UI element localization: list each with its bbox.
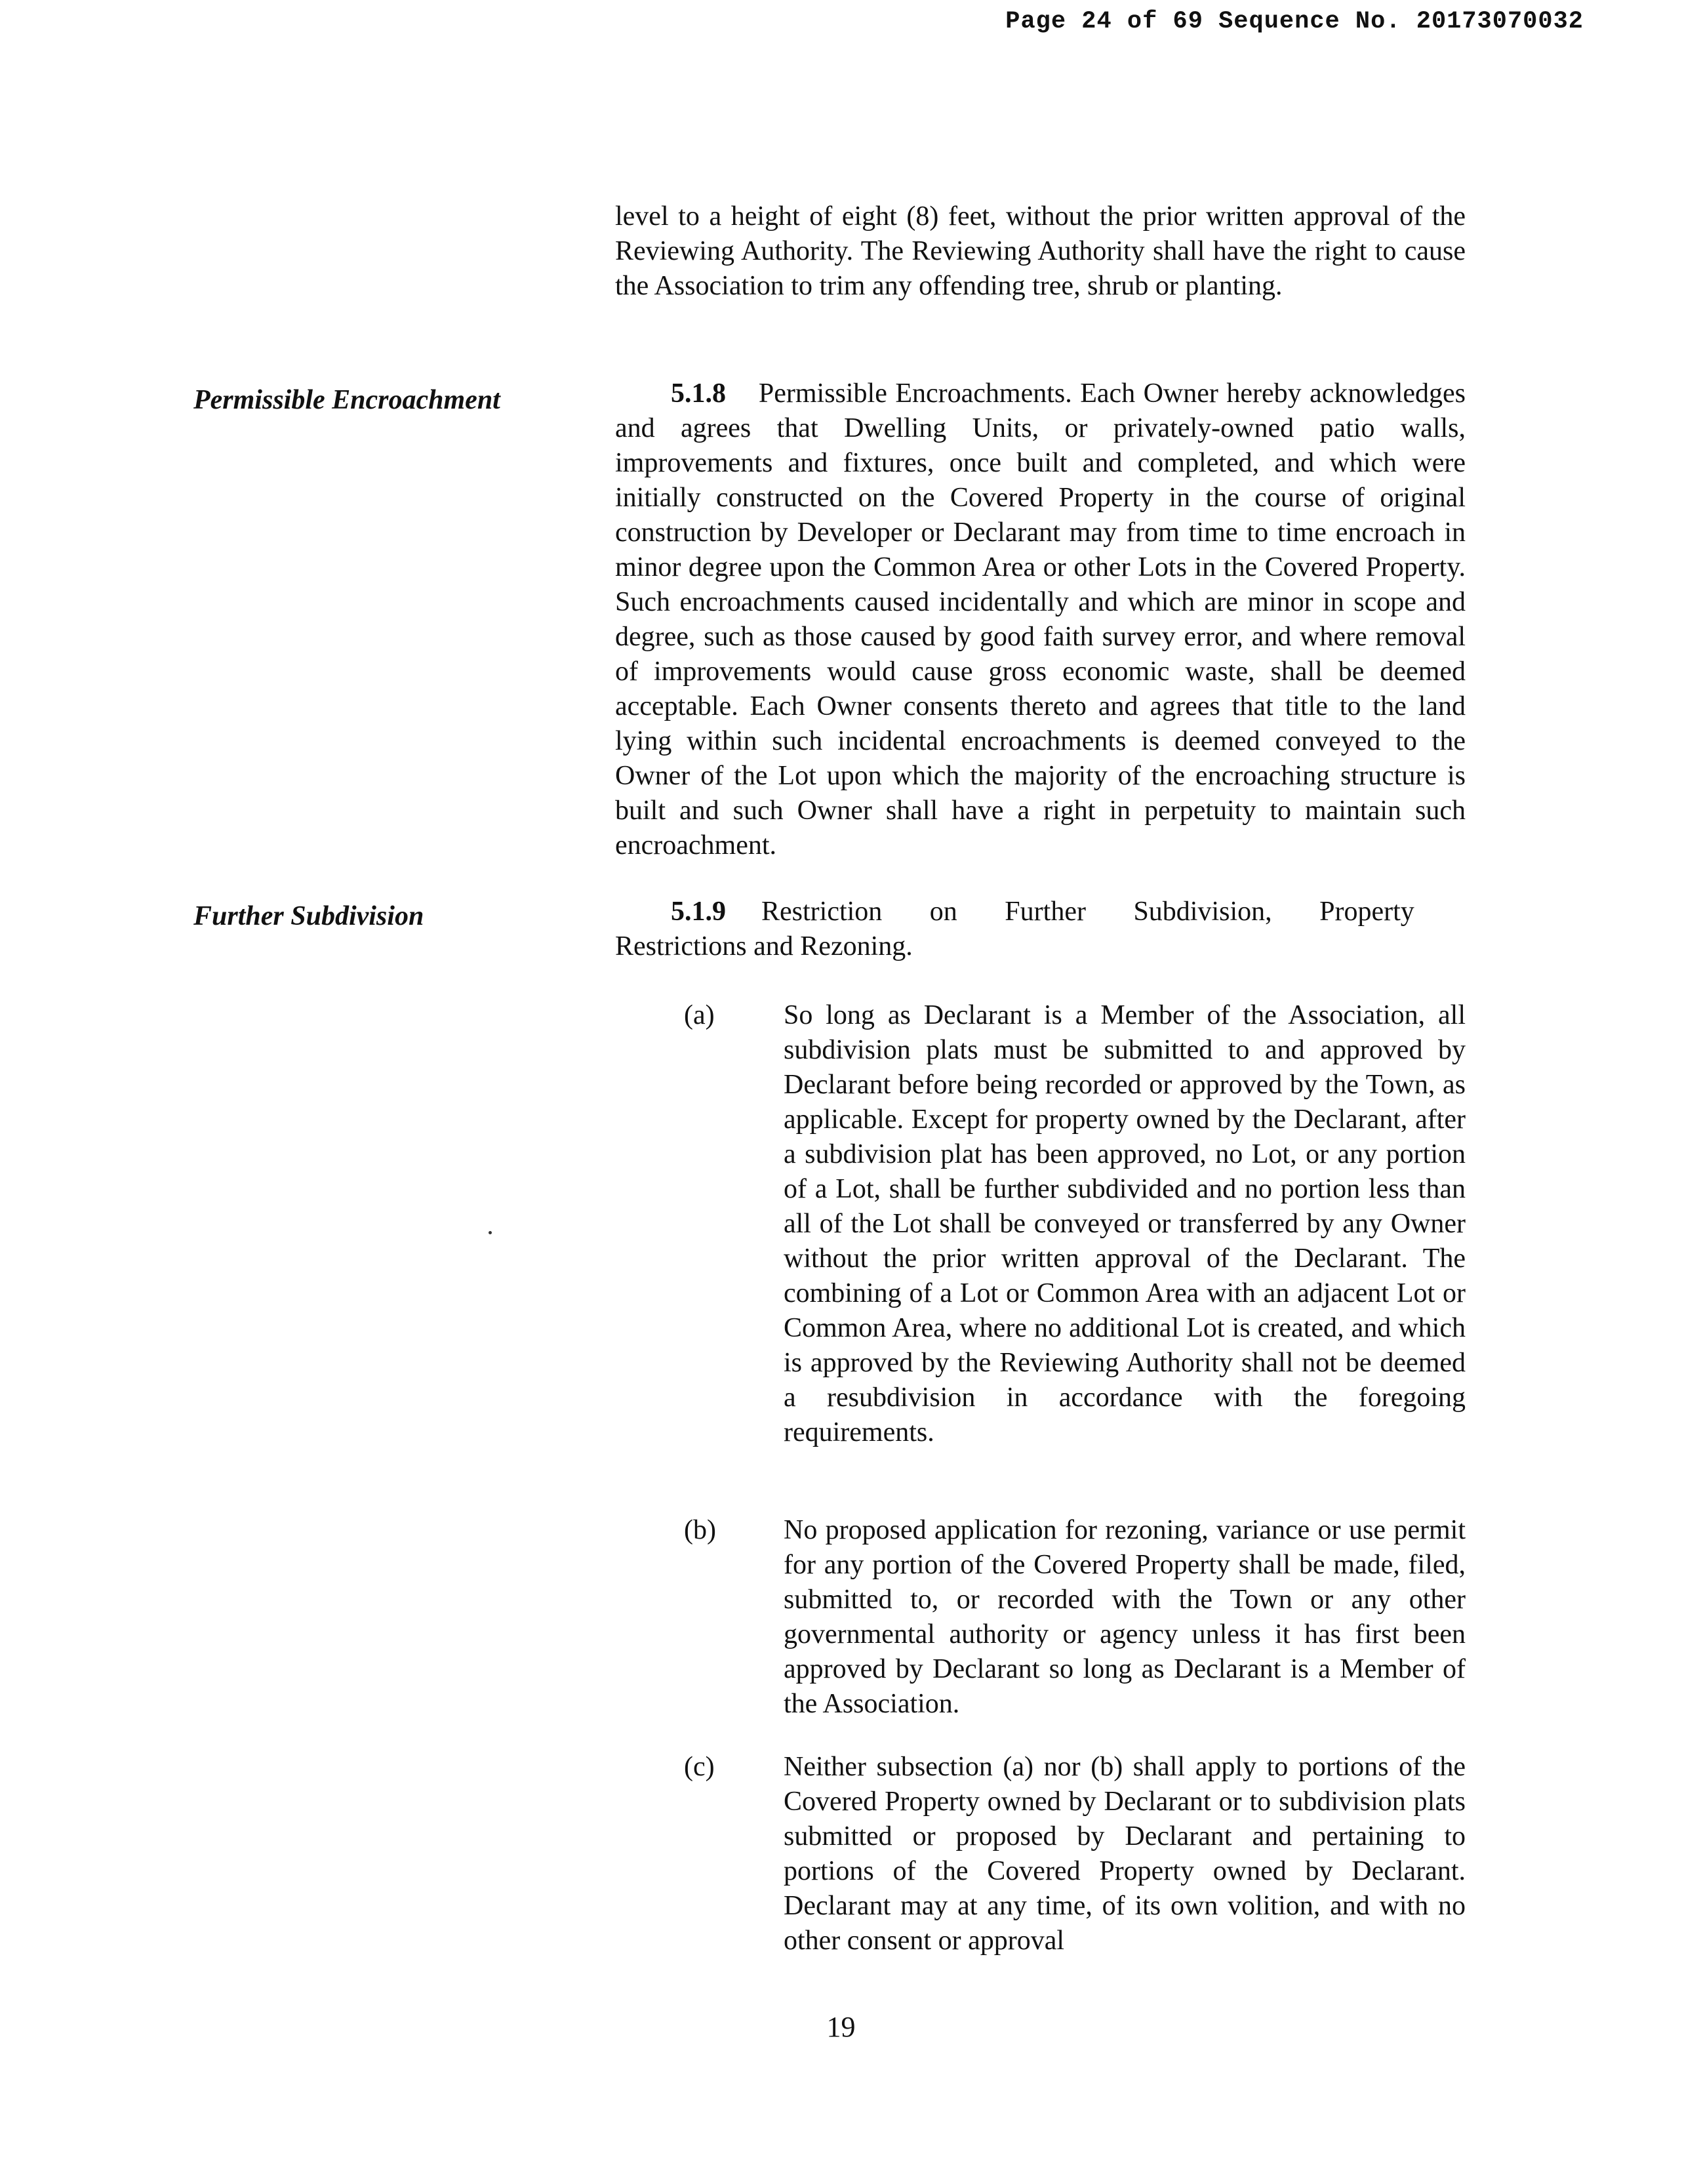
list-item-c: Neither subsection (a) nor (b) shall apply to portions of the Covered Property owned by Declarant or to subdivision plats submitted or proposed by Declarant and pertaining to portions of the Covered Property owned by Declarant. Declarant may at any time, of its own volition, and with no other consent or approval (784, 1752, 1466, 1956)
list-marker-b: (b) (684, 1515, 716, 1545)
section-5-1-8 (615, 376, 1466, 863)
list-marker-c: (c) (684, 1752, 715, 1782)
page-number: 19 (826, 2011, 856, 2043)
section-5-1-9 (615, 895, 1466, 964)
section-title-continued: Restrictions and Rezoning. (615, 931, 913, 961)
intro-paragraph: level to a height of eight (8) feet, without the prior written approval of the Reviewing Authority. The Reviewing Authority shall have the right to cause the Association to trim any offending tree, shrub or planting. (615, 201, 1466, 301)
side-heading-further-subdivision: Further Subdivision (193, 901, 424, 931)
side-heading-permissible-encroachment: Permissible Encroachment (193, 385, 500, 415)
section-text: Permissible Encroachments. Each Owner hereby acknowledges and agrees that Dwelling Units, or privately-owned patio walls, improvements and fixtures, once built and completed, and which were initially constructed on the Covered Property in the course of original construction by Developer or Declarant may from time to time encroach in minor degree upon the Common Area or other Lots in the Covered Property. Such encroachments caused incidentally and which are minor in scope and degree, such as those caused by good faith survey error, and where removal of improvements would cause gross economic waste, shall be deemed acceptable. Each Owner consents thereto and agrees that title to the land lying within such incidental encroachments is deemed conveyed to the Owner of the Lot upon which the majority of the encroaching structure is built and such Owner shall have a right in perpetuity to maintain such encroachment. (615, 378, 1466, 860)
page-header: Page 24 of 69 Sequence No. 20173070032 (1005, 8, 1584, 35)
scan-speck (489, 1231, 492, 1234)
list-marker-a: (a) (684, 1000, 715, 1030)
list-item-b: No proposed application for rezoning, variance or use permit for any portion of the Covered Property shall be made, filed, submitted to, or recorded with the Town or any other governmental authority or agency unless it has first been approved by Declarant so long as Declarant is a Member of the Association. (784, 1515, 1466, 1719)
section-number: 5.1.8 (671, 378, 726, 409)
section-number: 5.1.9 (671, 897, 726, 927)
list-item-a: So long as Declarant is a Member of the Association, all subdivision plats must be submitted to and approved by Declarant before being recorded or approved by the Town, as applicable. Except for property owned by the Declarant, after a subdivision plat has been approved, no Lot, or any portion of a Lot, shall be further subdivided and no portion less than all of the Lot shall be conveyed or transferred by any Owner without the prior written approval of the Declarant. The combining of a Lot or Common Area with an adjacent Lot or Common Area, where no additional Lot is created, and which is approved by the Reviewing Authority shall not be deemed a resubdivision in accordance with the foregoing requirements. (784, 1000, 1466, 1447)
section-title: Restriction on Further Subdivision, Property (761, 897, 1414, 927)
